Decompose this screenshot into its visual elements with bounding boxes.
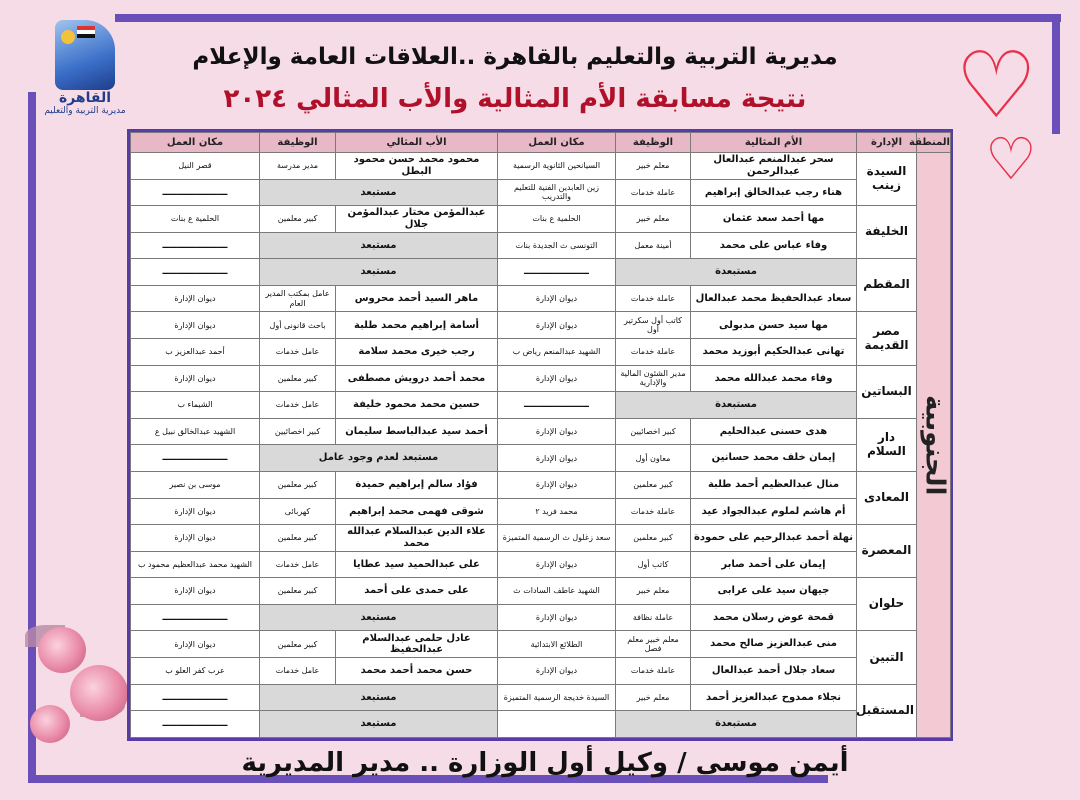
mother-job: كبير اخصائيين [616,418,691,445]
father-job: كبير معلمين [260,631,336,658]
table-row [131,578,951,605]
father-workplace: ـــــــــــــــــــ [131,684,260,711]
table-row [131,711,951,738]
father-excluded: مستبعد لعدم وجود عامل [260,445,498,472]
father-excluded: مستبعد [260,711,498,738]
mother-workplace: ديوان الإدارة [498,445,616,472]
results-grid [130,132,951,738]
mother-job: معلم خبير [616,578,691,605]
mother-workplace: السيدة خديجة الرسمية المتميزة [498,684,616,711]
father-name: فؤاد سالم إبراهيم حميدة [336,471,498,498]
mother-name: تهانى عبدالحكيم أبوزيد محمد [691,339,857,366]
table-row [131,232,951,259]
mother-name: نجلاء ممدوح عبدالعزيز أحمد [691,684,857,711]
father-name: عبدالمؤمن مختار عبدالمؤمن جلال [336,206,498,233]
mother-job: معلم خبير [616,206,691,233]
mother-workplace: ديوان الإدارة [498,365,616,392]
mother-workplace: زين العابدين الفنية للتعليم والتدريب [498,179,616,206]
signature-line: أيمن موسى / وكيل أول الوزارة .. مدير المديرية [241,748,849,778]
administration-cell: المستقبل [857,684,917,737]
frame-top [115,14,1061,22]
father-name: حسن محمد أحمد محمد [336,657,498,684]
mother-workplace: الشهيد عبدالمنعم رياض ب [498,339,616,366]
mother-job: عاملة خدمات [616,285,691,312]
administration-cell: مصر القديمة [857,312,917,365]
mother-job: أمينة معمل [616,232,691,259]
region-cell: الجنوبية [917,153,951,738]
table-row [131,498,951,525]
header-father: الأب المثالي [336,133,498,153]
table-row [131,631,951,658]
father-job: باحث قانونى أول [260,312,336,339]
father-name: أحمد سيد عبدالباسط سليمان [336,418,498,445]
father-workplace: ديوان الإدارة [131,631,260,658]
father-workplace: موسى بن نصير [131,471,260,498]
directorate-title: مديرية التربية والتعليم بالقاهرة ..العلاقات العامة والإعلام [192,44,838,70]
table-row [131,285,951,312]
header-mother: الأم المثالية [691,133,857,153]
mother-workplace: الشهيد عاطف السادات ث [498,578,616,605]
mother-name: هناء رجب عبدالخالق إبراهيم [691,179,857,206]
mother-name: منى عبدالعزيز صالح محمد [691,631,857,658]
mother-workplace: ـــــــــــــــــــ [498,392,616,419]
mother-workplace: ديوان الإدارة [498,418,616,445]
mother-workplace: ديوان الإدارة [498,285,616,312]
father-name: أسامة إبراهيم محمد طلبة [336,312,498,339]
mother-workplace [498,711,616,738]
header-father-job: الوظيفة [260,133,336,153]
mother-name: إيمان على أحمد صابر [691,551,857,578]
father-workplace: ديوان الإدارة [131,578,260,605]
father-workplace: الشهيد عبدالخالق نبيل ع [131,418,260,445]
father-workplace: أحمد عبدالعزيز ب [131,339,260,366]
father-workplace: ـــــــــــــــــــ [131,445,260,472]
mother-workplace: ديوان الإدارة [498,657,616,684]
father-job: عامل بمكتب المدير العام [260,285,336,312]
administration-cell: دار السلام [857,418,917,471]
mother-job: مدير الشئون المالية والإدارية [616,365,691,392]
administration-cell: البساتين [857,365,917,418]
mother-workplace: محمد فريد ٢ [498,498,616,525]
administration-cell: الخليفة [857,206,917,259]
father-workplace: ديوان الإدارة [131,312,260,339]
father-name: محمود محمد حسن محمود البطل [336,153,498,180]
father-workplace: ديوان الإدارة [131,365,260,392]
table-row [131,259,951,286]
mother-excluded: مستبعدة [616,392,857,419]
mother-name: هدى حسنى عبدالحليم [691,418,857,445]
father-job: كبير معلمين [260,525,336,552]
mother-name: إيمان خلف محمد حسانين [691,445,857,472]
father-excluded: مستبعد [260,684,498,711]
administration-cell: المقطم [857,259,917,312]
mother-job: معلم خبير معلم فصل [616,631,691,658]
mother-job: عاملة خدمات [616,657,691,684]
father-job: مدير مدرسة [260,153,336,180]
father-name: شوقى فهمى محمد إبراهيم [336,498,498,525]
father-job: كهربائى [260,498,336,525]
mother-name: مها أحمد سعد عثمان [691,206,857,233]
administration-cell: المعصرة [857,525,917,578]
mother-workplace: الحلمية ع بنات [498,206,616,233]
frame-right [1052,14,1060,134]
results-table [127,129,953,741]
mother-workplace: سعد زغلول ث الرسمية المتميزة [498,525,616,552]
mother-workplace: التونسى ث الجديدة بنات [498,232,616,259]
father-excluded: مستبعد [260,179,498,206]
mother-workplace: ـــــــــــــــــــ [498,259,616,286]
father-workplace: ديوان الإدارة [131,498,260,525]
header-mother-workplace: مكان العمل [498,133,616,153]
father-job: كبير اخصائيين [260,418,336,445]
table-row [131,365,951,392]
father-workplace: الشهيد محمد عبدالعظيم محمود ب [131,551,260,578]
father-workplace: ديوان الإدارة [131,525,260,552]
table-row [131,312,951,339]
mother-job: عاملة نظافة [616,604,691,631]
father-name: على عبدالحميد سيد عطايا [336,551,498,578]
mother-excluded: مستبعدة [616,711,857,738]
mother-name: وفاء محمد عبدالله محمد [691,365,857,392]
header-region: المنطقة [917,133,951,153]
father-job: عامل خدمات [260,551,336,578]
mother-name: مها سيد حسن مدبولى [691,312,857,339]
father-workplace: الحلمية ع بنات [131,206,260,233]
mother-job: كاتب أول [616,551,691,578]
table-row [131,418,951,445]
table-header-row [131,133,951,153]
father-job: كبير معلمين [260,365,336,392]
father-name: على حمدى على أحمد [336,578,498,605]
contest-title: نتيجة مسابقة الأم المثالية والأب المثالي ٢٠٢٤ [223,84,807,114]
table-row [131,657,951,684]
father-name: علاء الدين عبدالسلام عبدالله محمد [336,525,498,552]
father-job: عامل خدمات [260,339,336,366]
mother-name: سعاد عبدالحفيظ محمد عبدالعال [691,285,857,312]
father-name: حسين محمد محمود خليفة [336,392,498,419]
rose-icon [20,605,135,765]
table-row [131,684,951,711]
father-workplace: ـــــــــــــــــــ [131,179,260,206]
father-excluded: مستبعد [260,232,498,259]
father-job: عامل خدمات [260,392,336,419]
father-name: ماهر السيد أحمد محروس [336,285,498,312]
mother-excluded: مستبعدة [616,259,857,286]
table-row [131,471,951,498]
mother-job: كبير معلمين [616,525,691,552]
mother-workplace: السيانحين الثانوية الرسمية [498,153,616,180]
father-workplace: ديوان الإدارة [131,285,260,312]
table-row [131,206,951,233]
table-row [131,392,951,419]
table-row [131,604,951,631]
father-excluded: مستبعد [260,604,498,631]
administration-cell: السيدة زينب [857,153,917,206]
header-mother-job: الوظيفة [616,133,691,153]
father-workplace: قصر النيل [131,153,260,180]
logo-emblem-icon [55,20,115,90]
father-job: كبير معلمين [260,206,336,233]
heart-icon: ♡ [985,125,1037,193]
mother-name: جيهان سيد على عرابى [691,578,857,605]
mother-workplace: الطلائع الابتدائية [498,631,616,658]
mother-job: معلم خبير [616,684,691,711]
administration-cell: حلوان [857,578,917,631]
father-excluded: مستبعد [260,259,498,286]
father-job: عامل خدمات [260,657,336,684]
father-name: عادل حلمى عبدالسلام عبدالحفيظ [336,631,498,658]
father-workplace: ـــــــــــــــــــ [131,711,260,738]
header-administration: الإدارة [857,133,917,153]
father-workplace: عرب كفر العلو ب [131,657,260,684]
mother-name: سحر عبدالمنعم عبدالعال عبدالرحمن [691,153,857,180]
table-row [131,445,951,472]
father-job: كبير معلمين [260,471,336,498]
mother-job: معاون أول [616,445,691,472]
father-name: رجب خيرى محمد سلامة [336,339,498,366]
mother-name: منال عبدالعظيم أحمد طلبة [691,471,857,498]
logo-sub: مديرية التربية والتعليم [44,106,126,116]
mother-name: أم هاشم لملوم عبدالجواد عيد [691,498,857,525]
administration-cell: المعادى [857,471,917,524]
father-job: كبير معلمين [260,578,336,605]
mother-name: نهلة أحمد عبدالرحيم على حمودة [691,525,857,552]
mother-name: قمحة عوض رسلان محمد [691,604,857,631]
mother-workplace: ديوان الإدارة [498,471,616,498]
mother-workplace: ديوان الإدارة [498,312,616,339]
heart-icon: ♡ [955,32,1038,139]
father-workplace: ـــــــــــــــــــ [131,232,260,259]
mother-job: معلم خبير [616,153,691,180]
table-row [131,153,951,180]
father-name: محمد أحمد درويش مصطفى [336,365,498,392]
mother-job: عاملة خدمات [616,339,691,366]
mother-job: عاملة خدمات [616,179,691,206]
table-row [131,339,951,366]
administration-cell: التبين [857,631,917,684]
mother-workplace: ديوان الإدارة [498,604,616,631]
mother-name: وفاء عباس على محمد [691,232,857,259]
header-father-workplace: مكان العمل [131,133,260,153]
table-row [131,551,951,578]
mother-name: سعاد جلال أحمد عبدالعال [691,657,857,684]
father-workplace: ـــــــــــــــــــ [131,604,260,631]
cairo-logo [40,18,130,128]
mother-job: عاملة خدمات [616,498,691,525]
father-workplace: ـــــــــــــــــــ [131,259,260,286]
mother-job: كاتب أول سكرتير أول [616,312,691,339]
mother-job: كبير معلمين [616,471,691,498]
mother-workplace: ديوان الإدارة [498,551,616,578]
logo-name: القاهرة [58,90,112,106]
father-workplace: الشيماء ب [131,392,260,419]
table-row [131,179,951,206]
table-row [131,525,951,552]
